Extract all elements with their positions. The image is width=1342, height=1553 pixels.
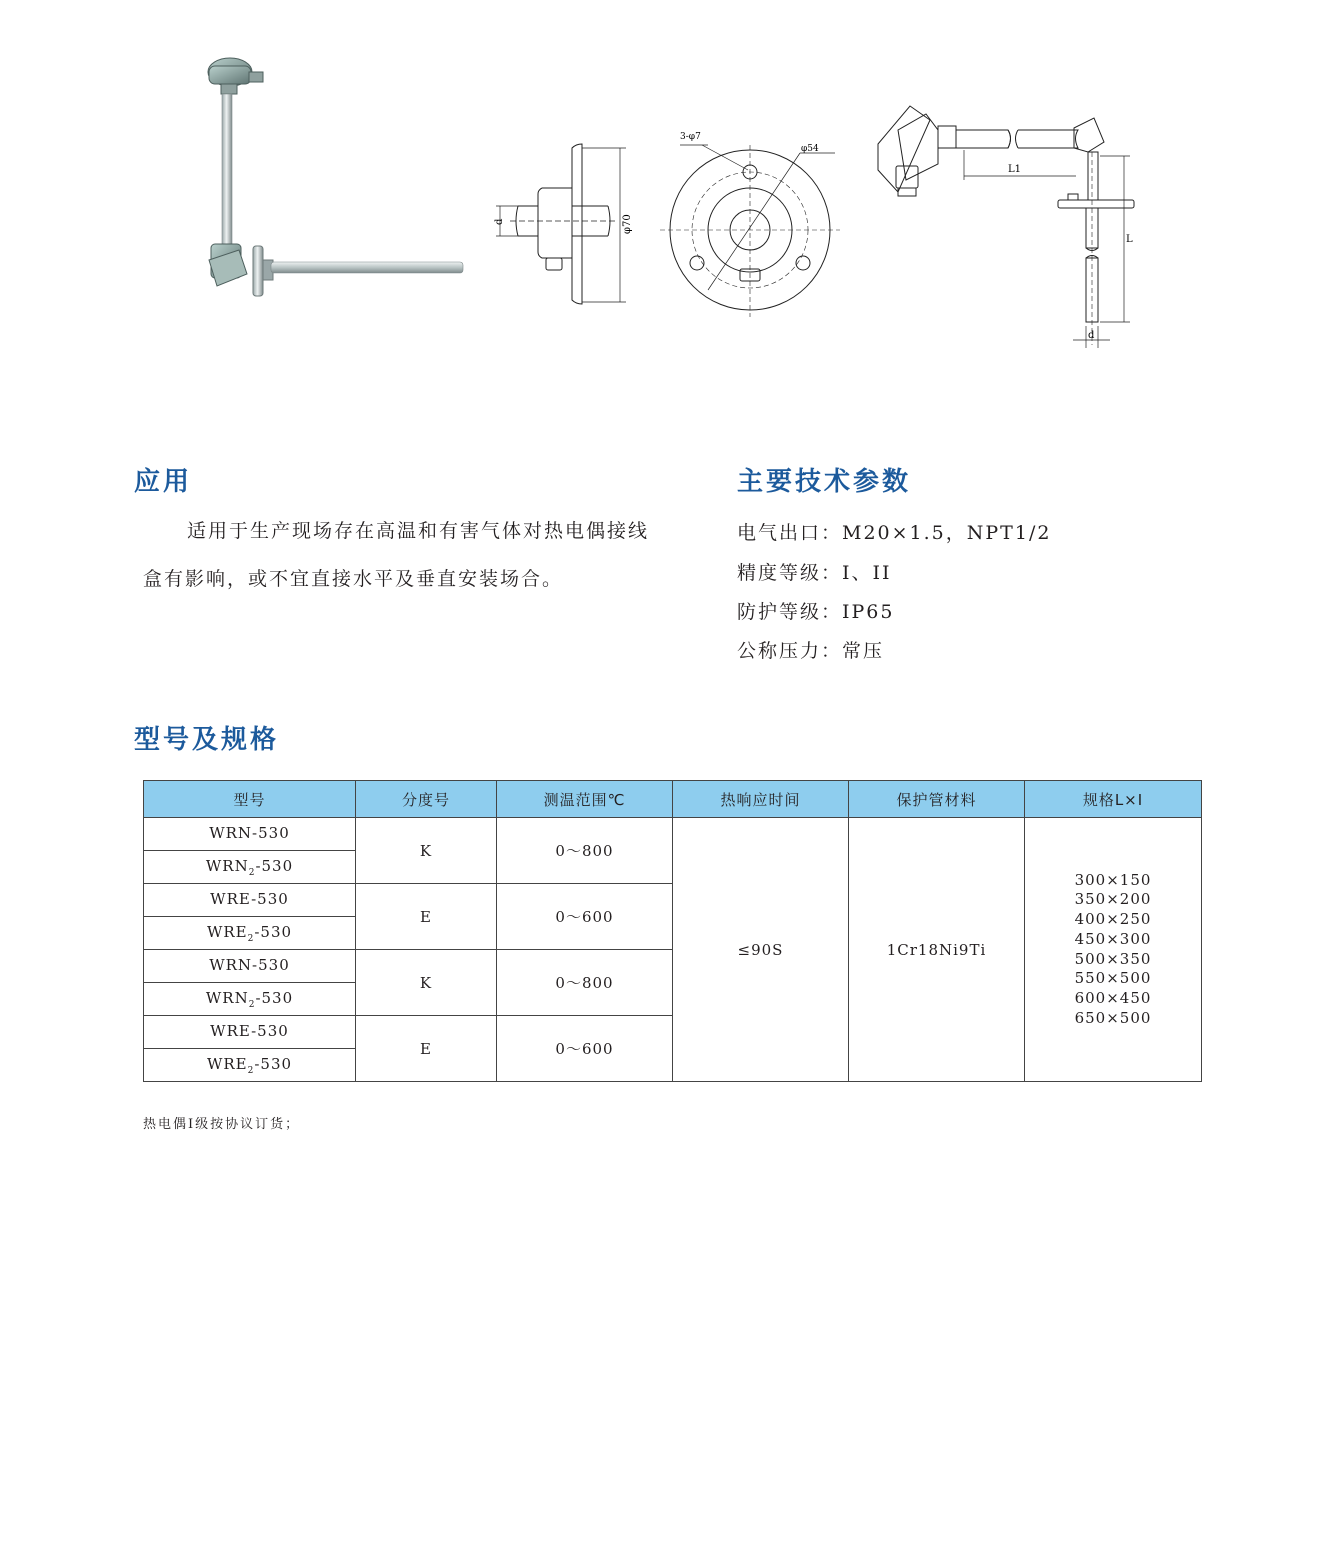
specs-heading: 主要技术参数 xyxy=(737,467,912,497)
product-photo xyxy=(195,50,485,310)
range-cell: 0～600 xyxy=(497,884,673,950)
spec-pressure: 公称压力：常压 xyxy=(737,640,885,662)
label-holes: 3-φ7 xyxy=(680,132,701,142)
label-bolt-circle: φ54 xyxy=(801,144,819,154)
col-material: 保护管材料 xyxy=(849,781,1025,818)
material-cell: 1Cr18Ni9Ti xyxy=(849,818,1025,1082)
range-cell: 0～800 xyxy=(497,818,673,884)
model-cell: $WRE_2-530$ xyxy=(144,1049,356,1082)
label-l1: L1 xyxy=(1008,164,1022,175)
application-text: 适用于生产现场存在高温和有害气体对热电偶接线盒有影响，或不宜直接水平及垂直安装场合。 xyxy=(143,520,650,590)
col-response: 热响应时间 xyxy=(673,781,849,818)
spec-accuracy: 精度等级：I、II xyxy=(737,562,892,584)
range-cell: 0～600 xyxy=(497,1016,673,1082)
assembly-drawing xyxy=(868,100,1148,355)
flange-side-drawing xyxy=(490,140,640,310)
spec-electrical-outlet: 电气出口：M20×1.5，NPT1/2 xyxy=(737,522,1052,544)
models-heading: 型号及规格 xyxy=(134,725,280,755)
model-cell: WRN-530 xyxy=(144,818,356,851)
product-figures xyxy=(0,0,1342,380)
size-item: 300×150 xyxy=(1074,870,1152,889)
sizes-cell xyxy=(1025,818,1202,1082)
table-row xyxy=(144,818,1202,851)
col-range: 测温范围℃ xyxy=(497,781,673,818)
col-size: 规格L×I xyxy=(1025,781,1202,818)
model-cell: $WRN_2-530$ xyxy=(144,851,356,884)
size-item: 550×500 xyxy=(1074,969,1152,988)
range-cell: 0～800 xyxy=(497,950,673,1016)
col-graduation: 分度号 xyxy=(356,781,497,818)
label-l: L xyxy=(1126,234,1133,245)
label-diameter: φ70 xyxy=(622,214,633,234)
col-model: 型号 xyxy=(144,781,356,818)
spec-protection: 防护等级：IP65 xyxy=(737,601,895,623)
size-item: 350×200 xyxy=(1074,890,1152,909)
graduation-cell: K xyxy=(356,818,497,884)
label-d: d xyxy=(494,218,505,225)
model-cell: WRN-530 xyxy=(144,950,356,983)
size-item: 400×250 xyxy=(1074,910,1152,929)
response-cell: ≤90S xyxy=(673,818,849,1082)
model-cell: WRE-530 xyxy=(144,1016,356,1049)
model-cell: $WRN_2-530$ xyxy=(144,983,356,1016)
size-item: 500×350 xyxy=(1074,949,1152,968)
size-item: 650×500 xyxy=(1074,1008,1152,1027)
label-d-assembly: d xyxy=(1088,330,1095,341)
model-cell: $WRE_2-530$ xyxy=(144,917,356,950)
graduation-cell: E xyxy=(356,1016,497,1082)
models-table xyxy=(143,780,1202,1082)
model-cell: WRE-530 xyxy=(144,884,356,917)
flange-front-drawing xyxy=(660,125,840,320)
table-header-row xyxy=(144,781,1202,818)
size-item: 450×300 xyxy=(1074,929,1152,948)
application-heading: 应用 xyxy=(134,467,193,497)
size-item: 600×450 xyxy=(1074,988,1152,1007)
graduation-cell: K xyxy=(356,950,497,1016)
footnote: 热电偶I级按协议订货； xyxy=(143,1117,301,1132)
graduation-cell: E xyxy=(356,884,497,950)
